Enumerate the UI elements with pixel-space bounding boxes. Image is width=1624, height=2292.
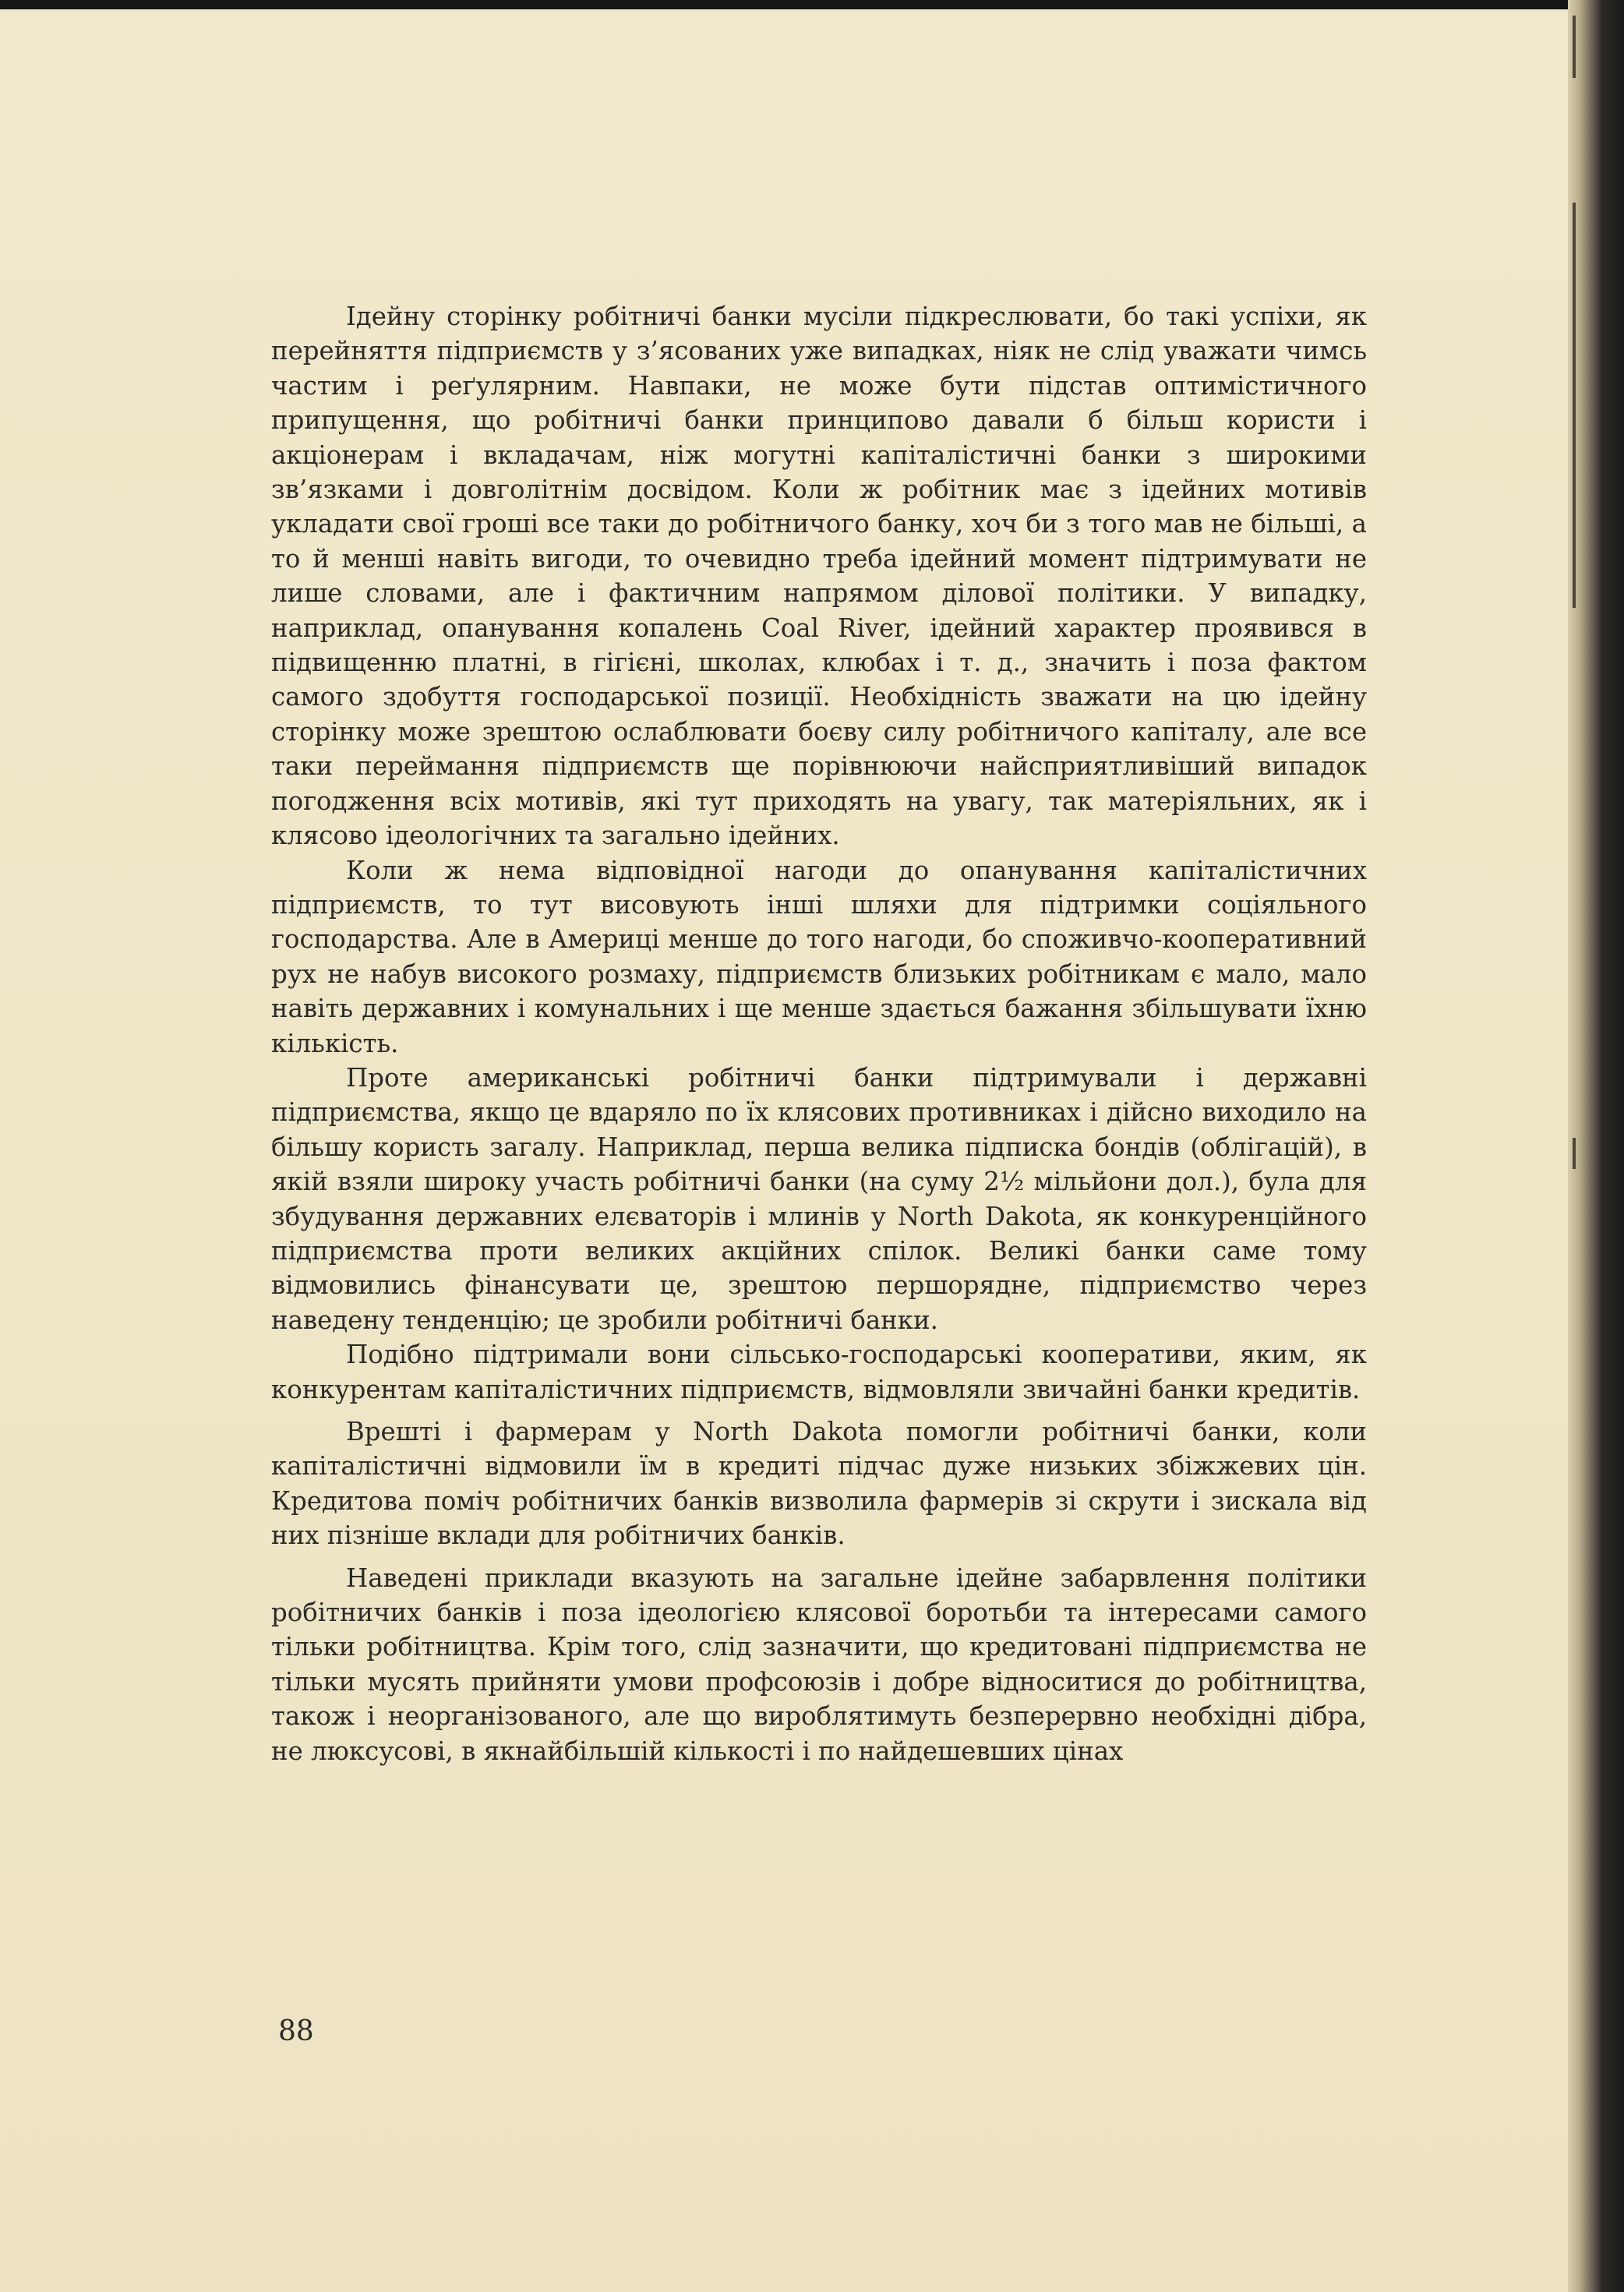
paragraph: Врешті і фармерам у North Dakota помогли робітничі банки, коли капіталістичні відмовили їм в кредиті підчас дуже низьких збіжжевих цін. Кредитова поміч робітничих банків визволила фармерів зі скрути і зискала від них пізніше вклади для робітничих банків. bbox=[271, 1417, 1367, 1551]
body-text bbox=[271, 299, 1367, 1768]
paragraph: Ідейну сторінку робітничі банки мусіли підкреслювати, бо такі успіхи, як перейняття підприємств у з’ясованих уже випадках, ніяк не слід уважати чимсь частим і реґулярним. Навпаки, не може бути підстав оптимістичного припущення, що робітничі банки принципово давали б більш користи і акціонерам і вкладачам, ніж могутні капіталістичні банки з широкими зв’язками і довголітнім досвідом. Коли ж робітник має з ідейних мотивів укладати свої гроші все таки до робітничого банку, хоч би з того мав не більші, а то й менші навіть вигоди, то очевидно треба ідейний момент підтримувати не лише словами, але і фактичним напрямом ділової політики. У випадку, наприклад, опанування копалень Coal River, ідейний характер проявився в підвищенню платні, в гігієні, школах, клюбах і т. д., значить і поза фактом самого здобуття господарської позиції. Необхідність зважати на цю ідейну сторінку може зрештою ослаблювати боєву силу робітничого капіталу, але все таки переймання підприємств ще порівнюючи найсприятливіший випадок погодження всіх мотивів, які тут приходять на увагу, так матеріяльних, як і клясово ідеологічних та загально ідейних. bbox=[271, 302, 1367, 851]
scan-binding-mark bbox=[1573, 1138, 1576, 1169]
paragraph: Проте американські робітничі банки підтримували і державні підприємства, якщо це вдаряло по їх клясових противниках і дійсно виходило на більшу користь загалу. Наприклад, перша велика підписка бондів (облігацій), в якій взяли широку участь робітничі банки (на суму 2½ мільйони дол.), була для збудування державних елєваторів і млинів у North Dakota, як конкуренційного підприємства проти великих акційних спілок. Великі банки саме тому відмовились фінансувати це, зрештою першорядне, підприємство через наведену тенденцію; це зробили робітничі банки. bbox=[271, 1062, 1367, 1335]
scan-binding-edge bbox=[1568, 0, 1624, 2292]
scan-binding-mark bbox=[1573, 203, 1576, 608]
paragraph: Коли ж нема відповідної нагоди до опанування капіталістичних підприємств, то тут висовують інші шляхи для підтримки соціяльного господарства. Але в Америці менше до того нагоди, бо споживчо-кооперативний рух не набув високого розмаху, підприємств близьких робітникам є мало, мало навіть державних і комунальних і ще менше здається бажання збільшувати їхню кількість. bbox=[271, 855, 1367, 1058]
page-number: 88 bbox=[278, 2015, 314, 2047]
scan-binding-mark bbox=[1573, 16, 1576, 78]
paragraph: Подібно підтримали вони сільсько-господарські кооперативи, яким, як конкурентам капіталістичних підприємств, відмовляли звичайні банки кредитів. bbox=[271, 1340, 1367, 1404]
scan-top-edge bbox=[0, 0, 1624, 9]
paragraph: Наведені приклади вказують на загальне ідейне забарвлення політики робітничих банків і поза ідеологією клясової боротьби та інтересами самого тільки робітництва. Крім того, слід зазначити, що кредитовані підприємства не тільки мусять прийняти умови профсоюзів і добре відноситися до робітництва, також і неорганізованого, але що вироблятимуть безперервно необхідні дібра, не люксусові, в якнайбільшій кількості і по найдешевших цінах bbox=[271, 1563, 1367, 1766]
